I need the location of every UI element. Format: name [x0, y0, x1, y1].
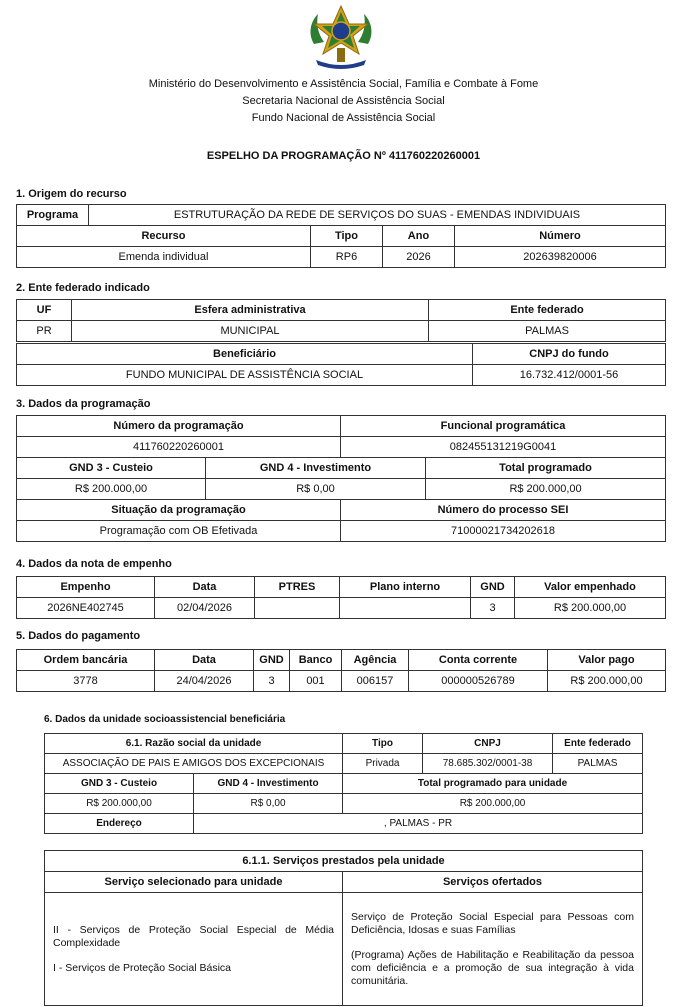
- table-row: [45, 893, 643, 1006]
- table-row: [17, 650, 666, 671]
- cell: 202639820006: [455, 247, 666, 268]
- section-6-heading: 6. Dados da unidade socioassistencial beneficiária: [44, 714, 286, 725]
- col-header: Conta corrente: [409, 650, 548, 671]
- table-row: [17, 598, 666, 619]
- col-header: Empenho: [17, 577, 155, 598]
- table-row: [17, 247, 666, 268]
- col-header: Beneficiário: [17, 344, 473, 365]
- table-row: [17, 205, 666, 226]
- cell: R$ 0,00: [194, 794, 343, 814]
- col-header: CNPJ: [423, 734, 553, 754]
- table-row: [17, 521, 666, 542]
- table-row: [17, 300, 666, 321]
- col-header: Ano: [383, 226, 455, 247]
- origem-table: [16, 204, 666, 268]
- cell: 2026: [383, 247, 455, 268]
- cell: Programação com OB Efetivada: [17, 521, 341, 542]
- cell: 24/04/2026: [155, 671, 254, 692]
- cell: PALMAS: [429, 321, 666, 342]
- col-header: Total programado para unidade: [343, 774, 643, 794]
- cell: R$ 200.000,00: [548, 671, 666, 692]
- endereco-label: Endereço: [45, 814, 194, 834]
- document-title: ESPELHO DA PROGRAMAÇÃO Nº 411760220260001: [206, 150, 481, 162]
- programa-value: ESTRUTURAÇÃO DA REDE DE SERVIÇOS DO SUAS - EMENDAS INDIVIDUAIS: [89, 205, 666, 226]
- table-row: [45, 774, 643, 794]
- cell: 411760220260001: [17, 437, 341, 458]
- servico-selecionado-cell: [45, 893, 343, 1006]
- cell: R$ 200.000,00: [515, 598, 666, 619]
- table-row: [45, 851, 643, 872]
- col-header: Tipo: [343, 734, 423, 754]
- col-header: Número da programação: [17, 416, 341, 437]
- col-header: GND 3 - Custeio: [17, 458, 206, 479]
- col-header: GND 4 - Investimento: [206, 458, 426, 479]
- col-header: Valor empenhado: [515, 577, 666, 598]
- col-header: Ordem bancária: [17, 650, 155, 671]
- col-header: GND: [254, 650, 290, 671]
- servicos-title: 6.1.1. Serviços prestados pela unidade: [45, 851, 643, 872]
- col-header: Tipo: [311, 226, 383, 247]
- cell: 78.685.302/0001-38: [423, 754, 553, 774]
- col-header: Situação da programação: [17, 500, 341, 521]
- col-header: Número do processo SEI: [341, 500, 666, 521]
- col-header: Data: [155, 650, 254, 671]
- table-row: [17, 458, 666, 479]
- table-row: [45, 872, 643, 893]
- table-row: [17, 365, 666, 386]
- cell: 3: [254, 671, 290, 692]
- col-header: Esfera administrativa: [72, 300, 429, 321]
- col-header: GND 4 - Investimento: [194, 774, 343, 794]
- pagamento-table: [16, 649, 666, 692]
- col-header: Número: [455, 226, 666, 247]
- cell: PR: [17, 321, 72, 342]
- col-header: Agência: [342, 650, 409, 671]
- table-row: [45, 734, 643, 754]
- table-row: [45, 754, 643, 774]
- cell: Privada: [343, 754, 423, 774]
- table-row: [17, 479, 666, 500]
- cell: RP6: [311, 247, 383, 268]
- ente-table-1: [16, 299, 666, 342]
- servico-item: I - Serviços de Proteção Social Básica: [53, 961, 231, 974]
- cell: FUNDO MUNICIPAL DE ASSISTÊNCIA SOCIAL: [17, 365, 473, 386]
- cell: MUNICIPAL: [72, 321, 429, 342]
- ministry-name: Ministério do Desenvolvimento e Assistência Social, Família e Combate à Fome: [148, 78, 539, 90]
- section-3-heading: 3. Dados da programação: [16, 398, 151, 410]
- brazil-coat-of-arms-icon: [304, 4, 378, 70]
- ente-table-2: [16, 343, 666, 386]
- unidade-table: [44, 733, 643, 834]
- col-header: Recurso: [17, 226, 311, 247]
- cell: 02/04/2026: [155, 598, 255, 619]
- col-header: Ente federado: [429, 300, 666, 321]
- secretariat-name: Secretaria Nacional de Assistência Social: [242, 95, 445, 107]
- table-row: [17, 344, 666, 365]
- table-row: [17, 226, 666, 247]
- section-4-heading: 4. Dados da nota de empenho: [16, 558, 172, 570]
- servico-item: II - Serviços de Proteção Social Especial de Média Complexidade: [53, 923, 334, 949]
- programa-label: Programa: [17, 205, 89, 226]
- cell: PALMAS: [553, 754, 643, 774]
- table-row: [17, 416, 666, 437]
- programacao-table: [16, 415, 666, 542]
- section-1-heading: 1. Origem do recurso: [16, 188, 127, 200]
- col-header: GND: [471, 577, 515, 598]
- cell: ASSOCIAÇÃO DE PAIS E AMIGOS DOS EXCEPCIONAIS: [45, 754, 343, 774]
- cell: [255, 598, 340, 619]
- servicos-table: [44, 850, 643, 1006]
- cell: 3: [471, 598, 515, 619]
- cell: 001: [290, 671, 342, 692]
- table-row: [45, 814, 643, 834]
- col-header: Valor pago: [548, 650, 666, 671]
- cell: [340, 598, 471, 619]
- cell: R$ 200.000,00: [17, 479, 206, 500]
- section-2-heading: 2. Ente federado indicado: [16, 282, 150, 294]
- cell: 16.732.412/0001-56: [473, 365, 666, 386]
- table-row: [17, 437, 666, 458]
- cell: R$ 200.000,00: [343, 794, 643, 814]
- table-row: [17, 671, 666, 692]
- col-header: Plano interno: [340, 577, 471, 598]
- cell: 006157: [342, 671, 409, 692]
- table-row: [45, 794, 643, 814]
- col-header: Ente federado: [553, 734, 643, 754]
- cell: 3778: [17, 671, 155, 692]
- col-header: Banco: [290, 650, 342, 671]
- cell: R$ 200.000,00: [426, 479, 666, 500]
- empenho-table: [16, 576, 666, 619]
- col-header: UF: [17, 300, 72, 321]
- table-row: [17, 577, 666, 598]
- servico-ofertado-item: Serviço de Proteção Social Especial para Pessoas com Deficiência, Idosas e suas Famílias: [351, 910, 634, 936]
- cell: 000000526789: [409, 671, 548, 692]
- col-header: CNPJ do fundo: [473, 344, 666, 365]
- servicos-ofertados-cell: [343, 893, 643, 1006]
- endereco-value: , PALMAS - PR: [194, 814, 643, 834]
- section-5-heading: 5. Dados do pagamento: [16, 630, 141, 642]
- cell: 082455131219G0041: [341, 437, 666, 458]
- table-row: [17, 321, 666, 342]
- cell: 2026NE402745: [17, 598, 155, 619]
- col-header: Funcional programática: [341, 416, 666, 437]
- col-header: GND 3 - Custeio: [45, 774, 194, 794]
- col-header: Total programado: [426, 458, 666, 479]
- col-header: PTRES: [255, 577, 340, 598]
- col-header: 6.1. Razão social da unidade: [45, 734, 343, 754]
- col-header: Serviço selecionado para unidade: [45, 872, 343, 893]
- cell: R$ 200.000,00: [45, 794, 194, 814]
- fund-name: Fundo Nacional de Assistência Social: [251, 112, 436, 124]
- servico-ofertado-item: (Programa) Ações de Habilitação e Reabilitação da pessoa com deficiência e a promoção de sua integração à vida comunitária.: [351, 948, 634, 987]
- col-header: Data: [155, 577, 255, 598]
- cell: 71000021734202618: [341, 521, 666, 542]
- cell: R$ 0,00: [206, 479, 426, 500]
- table-row: [17, 500, 666, 521]
- col-header: Serviços ofertados: [343, 872, 643, 893]
- cell: Emenda individual: [17, 247, 311, 268]
